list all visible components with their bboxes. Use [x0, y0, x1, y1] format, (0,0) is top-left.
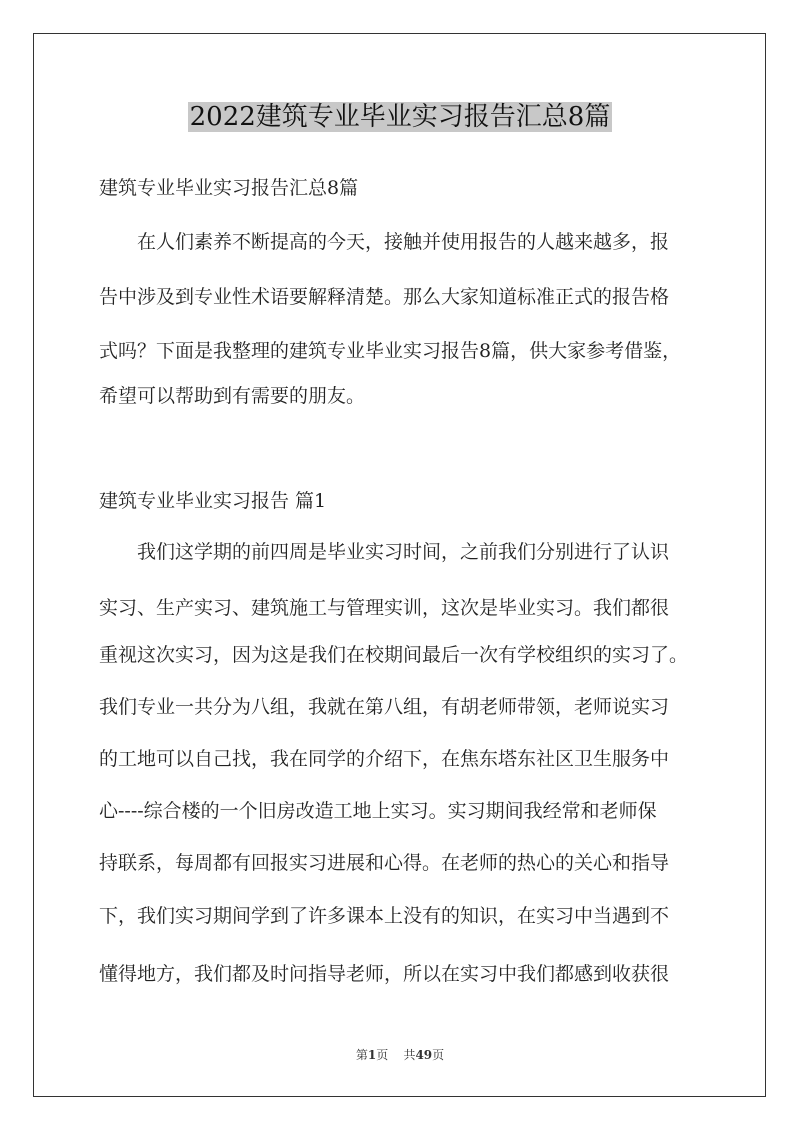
body-line: 的工地可以自己找，我在同学的介绍下，在焦东塔东社区卫生服务中	[99, 748, 670, 770]
body-line: 重视这次实习，因为这是我们在校期间最后一次有学校组织的实习了。	[99, 644, 689, 666]
body-line: 实习、生产实习、建筑施工与管理实训，这次是毕业实习。我们都很	[99, 597, 670, 619]
intro-line: 希望可以帮助到有需要的朋友。	[99, 385, 366, 407]
body-line: 我们专业一共分为八组，我就在第八组，有胡老师带领，老师说实习	[99, 696, 670, 718]
body-line: 懂得地方，我们都及时问指导老师，所以在实习中我们都感到收获很	[99, 963, 670, 985]
footer-page-number: 1	[367, 1048, 377, 1062]
footer-page-suffix: 页	[432, 1048, 445, 1062]
section-heading: 建筑专业毕业实习报告 篇1	[99, 490, 327, 512]
intro-line: 式吗？下面是我整理的建筑专业毕业实习报告8篇，供大家参考借鉴，	[99, 340, 682, 362]
page-footer	[0, 1046, 800, 1064]
body-line: 下，我们实习期间学到了许多课本上没有的知识，在实习中当遇到不	[99, 905, 670, 927]
intro-line: 告中涉及到专业性术语要解释清楚。那么大家知道标准正式的报告格	[99, 286, 670, 308]
footer-total-pages: 49	[415, 1048, 433, 1062]
document-subtitle: 建筑专业毕业实习报告汇总8篇	[99, 177, 359, 199]
body-line: 持联系，每周都有回报实习进展和心得。在老师的热心的关心和指导	[99, 852, 670, 874]
footer-page-middle: 页 共	[376, 1048, 416, 1062]
document-title	[0, 97, 800, 137]
body-line: 心----综合楼的一个旧房改造工地上实习。实习期间我经常和老师保	[99, 800, 657, 822]
body-line: 我们这学期的前四周是毕业实习时间，之前我们分别进行了认识	[137, 541, 670, 563]
document-title-text: 2022建筑专业毕业实习报告汇总8篇	[189, 102, 611, 132]
intro-line: 在人们素养不断提高的今天，接触并使用报告的人越来越多，报	[137, 231, 670, 253]
footer-page-prefix: 第	[355, 1048, 368, 1062]
